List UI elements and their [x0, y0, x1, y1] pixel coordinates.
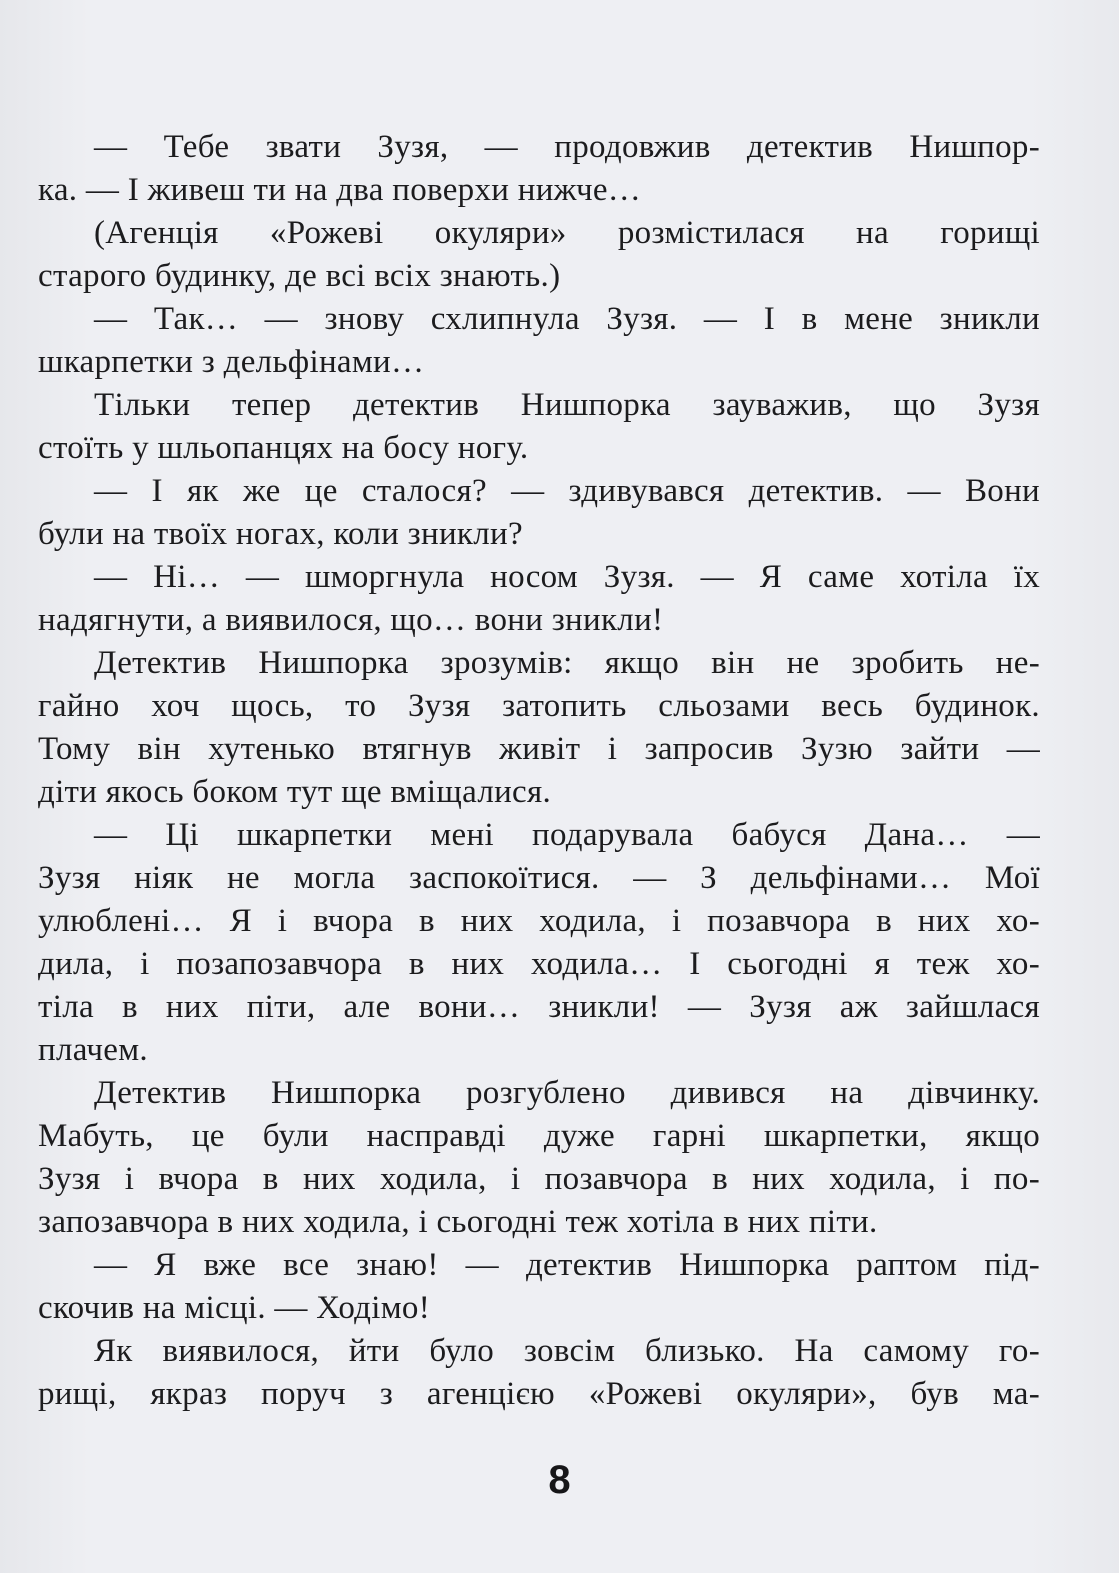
text-line: скочив на місці. — Ходімо! [38, 1290, 431, 1326]
text-line: Тільки тепер детектив Нишпорка зауважив, що Зузя [94, 387, 1040, 423]
text-line: гайно хоч щось, то Зузя затопить сльозами весь будинок. [38, 688, 1040, 724]
text-line: були на твоїх ногах, коли зникли? [38, 516, 523, 552]
text-line: — Тебе звати Зузя, — продовжив детектив Нишпор- [94, 129, 1040, 165]
text-line: дила, і позапозавчора в них ходила… І сьогодні я теж хо- [38, 946, 1040, 982]
text-line: — Я вже все знаю! — детектив Нишпорка раптом під- [94, 1247, 1040, 1283]
text-line: ка. — І живеш ти на два поверхи нижче… [38, 172, 642, 208]
text-line: Тому він хутенько втягнув живіт і запросив Зузю зайти — [38, 731, 1040, 767]
text-line: рищі, якраз поруч з агенцією «Рожеві окуляри», був ма- [38, 1376, 1040, 1412]
text-line: діти якось боком тут ще вміщалися. [38, 774, 552, 810]
text-line: улюблені… Я і вчора в них ходила, і позавчора в них хо- [38, 903, 1040, 939]
text-line: плачем. [38, 1032, 148, 1068]
page-number: 8 [548, 1458, 571, 1502]
text-line: стоїть у шльопанцях на босу ногу. [38, 430, 529, 466]
text-line: Як виявилося, йти було зовсім близько. На самому го- [94, 1333, 1040, 1369]
text-line: Зузя ніяк не могла заспокоїтися. — З дельфінами… Мої [38, 860, 1040, 896]
text-line: — Ні… — шморгнула носом Зузя. — Я саме хотіла їх [94, 559, 1040, 595]
text-line: тіла в них піти, але вони… зникли! — Зузя аж зайшлася [38, 989, 1040, 1025]
text-line: Мабуть, це були насправді дуже гарні шкарпетки, якщо [38, 1118, 1040, 1154]
text-line: Детектив Нишпорка зрозумів: якщо він не зробить не- [94, 645, 1040, 681]
text-line: шкарпетки з дельфінами… [38, 344, 425, 380]
text-line: надягнути, а виявилося, що… вони зникли! [38, 602, 664, 638]
text-line: — І як же це сталося? — здивувався детектив. — Вони [94, 473, 1040, 509]
text-line: старого будинку, де всі всіх знають.) [38, 258, 561, 294]
body-text [38, 126, 1040, 1416]
text-line: Зузя і вчора в них ходила, і позавчора в них ходила, і по- [38, 1161, 1040, 1197]
text-line: — Ці шкарпетки мені подарувала бабуся Дана… — [94, 817, 1040, 853]
text-line: (Агенція «Рожеві окуляри» розмістилася на горищі [94, 215, 1040, 251]
text-line: — Так… — знову схлипнула Зузя. — І в мене зникли [94, 301, 1040, 337]
text-line: запозавчора в них ходила, і сьогодні теж хотіла в них піти. [38, 1204, 878, 1240]
text-line: Детектив Нишпорка розгублено дивився на дівчинку. [94, 1075, 1040, 1111]
